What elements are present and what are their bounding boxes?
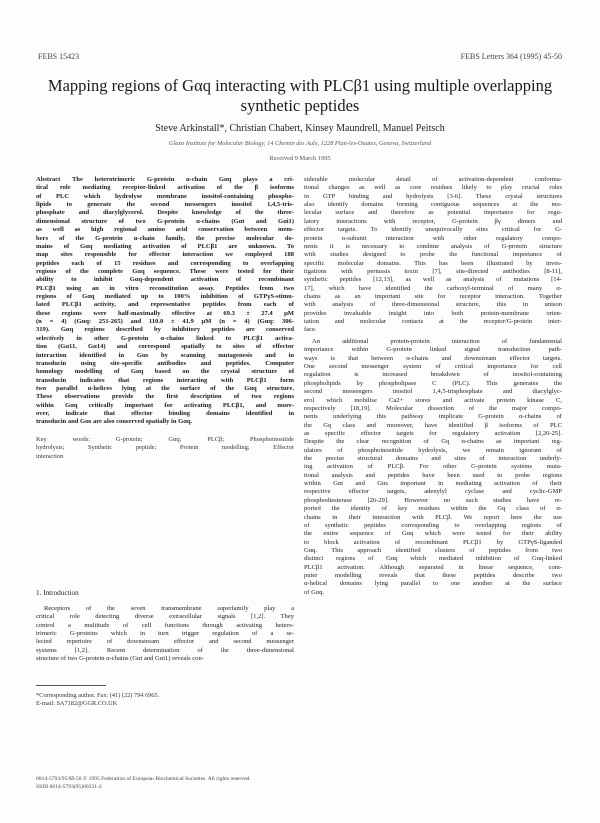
header-citation: FEBS Letters 364 (1995) 45-50 — [460, 52, 562, 61]
right-para1-line: 17], which have identified the carboxyl-terminal of many α- — [304, 284, 562, 292]
right-para2-line: the Gq class and moreover, have identified β isoforms of PLC — [304, 421, 562, 429]
affiliation: Glaxo Institute for Molecular Biology, 14 Chemin des Aulx, 1228 Plan-les-Ouates, Geneva, Switzerland — [168, 140, 432, 147]
copyright-block — [36, 776, 536, 792]
right-para2-line: as specific effector targets for regulatory activation [2,20-25]. — [304, 429, 562, 437]
header-code: FEBS 15423 — [38, 52, 80, 61]
abstract-lines-line: Abstract The heterotrimeric G-protein α-chain Gαq plays a cri- — [36, 176, 294, 183]
article-title: Mapping regions of Gαq interacting with PLCβ1 using multiple overlapping synthetic peptides — [47, 76, 553, 115]
right-para1-line: specific molecular domains. This has been illustrated by inves- — [304, 259, 562, 267]
keywords-lines-line: Key words: G-protein; Gαq; PLCβ; Phosphoinositide — [36, 436, 294, 443]
abstract-lines-line: tical role mediating receptor-linked activation of the β isoforms — [36, 184, 294, 192]
abstract-lines-line: 319). Gαq regions described by inhibitory peptides are conserved — [36, 326, 294, 334]
abstract-lines-line: bers of the G-protein α-chain family, the precise molecular do- — [36, 234, 294, 242]
abstract-lines-line: transducin using site-specific antibodies and peptides. Computer — [36, 359, 294, 367]
abstract-lines-line: lated PLCβ1 activity, and representative peptides from each of — [36, 301, 294, 309]
right-para2-line: ways is that between α-chains and downstream effector targets. — [304, 354, 562, 362]
right-para1-line: synthetic peptides [12,13], as well as analysis of mutations [14- — [304, 276, 562, 284]
abstract-lines-line: tion (Gα11, Gα14) and correspond spatially to sites of effector — [36, 343, 294, 351]
intro-lines-line: Receptors of the seven transmembrane superfamily play a — [44, 605, 294, 612]
right-para1-line: chains as an important site for receptor interaction. Together — [304, 293, 562, 301]
right-para2-line: puter modelling reveals that these peptides describe two — [304, 572, 562, 580]
abstract-lines-line: over, indicate that effector binding domains identified in — [36, 410, 294, 418]
intro-lines-line: lected repertoire of downstream effector and second messenger — [36, 638, 294, 646]
abstract-lines-line: (n = 4) (Gαq: 251-265) and 110.0 ± 41.9 μM (n = 4) (Gαq: 306- — [36, 318, 294, 326]
right-para2-line: ported the identity of key residues within the Gq class of α- — [304, 505, 562, 513]
right-para1-line: protein α-subunit interaction with other regulatory compo- — [304, 234, 562, 242]
right-para2-line: α-helical domains lying parallel to one another at the surface — [304, 580, 562, 588]
abstract-lines-line: peptides each of 15 residues and corresponding to overlapping — [36, 259, 294, 267]
right-para2-line: to block activation of recombinant PLCβ1 by GTPγS-liganded — [304, 538, 562, 546]
footnote-block — [36, 692, 294, 708]
right-para1-line: provides invaluable insight into both protein-membrane orien- — [304, 309, 562, 317]
right-para1-line: lecular surface and therefore as potential importance for regu- — [304, 209, 562, 217]
right-para2-line: the precise structural domains and sites of interaction underly- — [304, 455, 562, 463]
footnote-lines-line: *Corresponding author. Fax: (41) (22) 794 6965. — [36, 692, 160, 699]
right-para2-line: importance within G-protein linked signal transduction path- — [304, 346, 562, 354]
footnote-rule — [36, 685, 106, 686]
keywords-lines-line: hydrolysis; Synthetic peptide; Protein modelling; Effector — [36, 444, 294, 452]
right-para2-line: An additional protein-protein interaction of fundamental — [312, 338, 562, 345]
right-para2-line: erol which mobilise Ca2+ stores and activate protein kinase C, — [304, 396, 562, 404]
right-para1-line: tigations with pertussis toxin [7], site-directed antibodies [8-11], — [304, 267, 562, 275]
abstract-block — [36, 176, 294, 427]
abstract-lines-line: two parallel α-helices lying at the surface of the Gαq structure. — [36, 384, 294, 392]
right-para2-line: One second messenger system of critical importance for cell — [304, 363, 562, 371]
abstract-lines-line: of PLC which hydrolyse membrane inositol-containing phospho- — [36, 192, 294, 200]
abstract-lines-line: homology modelling of Gαq based on the crystal structure of — [36, 368, 294, 376]
abstract-lines-line: regions of Gαq mediated up to 100% inhibition of GTPγS-stimu- — [36, 293, 294, 301]
right-para1-line: tation and molecular contacts at the receptor/G-protein inter- — [304, 318, 562, 326]
abstract-lines-line: phosphate and diacylglycerol. Despite knowledge of the three- — [36, 209, 294, 217]
abstract-lines-line: map sites responsible for effector interaction we employed 188 — [36, 251, 294, 259]
keywords-lines-line: interaction — [36, 452, 64, 460]
abstract-lines-line: mains of Gαq mediating activation of PLCβ1 are unknown. To — [36, 242, 294, 250]
right-para1-line: effector targets. To identify unequivocally sites critical for G- — [304, 226, 562, 234]
right-para2-line: phosphodiesterase [26-29]. However no such studies have re- — [304, 496, 562, 504]
right-para2-line: PLCβ1 activation. Although separated in linear sequence, com- — [304, 563, 562, 571]
right-para1-line: with studies designed to probe the functional importance of — [304, 251, 562, 259]
footnote-lines-line: E-mail: SA7182@GGR.CO.UK — [36, 700, 118, 708]
abstract-lines-line: as well as high regional amino acid conservation between mem- — [36, 226, 294, 234]
right-para2-line: ulators of phosphoinositide hydrolysis, we remain ignorant of — [304, 446, 562, 454]
right-para1-line: nents it is necessary to combine analysis of G-protein structure — [304, 242, 562, 250]
intro-lines-line: structure of two G-protein α-chains (Gαt and Gαi1) reveals con- — [36, 655, 204, 663]
right-para2-line: Gαq. This approach identified clusters of peptides from two — [304, 546, 562, 554]
intro-lines-line: critical role detecting diverse extracellular signals [1,2]. They — [36, 613, 294, 621]
right-para1-line: siderable molecular detail of activation-dependent conforma- — [304, 176, 562, 183]
right-para2-line: of Gαq. — [304, 588, 325, 596]
abstract-lines-line: interaction identified in Gαs by scanning mutagenesis and in — [36, 351, 294, 359]
section-heading: 1. Introduction — [36, 589, 79, 597]
right-para2-line: second messengers inositol 1,4,5-trisphosphate and diacylglyc- — [304, 388, 562, 396]
right-para1-line: latory interactions with receptor, G-protein βγ dimers and — [304, 217, 562, 225]
abstract-lines-line: lipids to generate the second messengers inositol 1,4,5-tris- — [36, 201, 294, 209]
abstract-lines-line: PLCβ1 using an in vitro reconstitution assay. Peptides from two — [36, 284, 294, 292]
right-para2-line: phospholipids by phospholipase C (PLC). This generates the — [304, 379, 562, 387]
abstract-lines-line: transducin indicates that regions interacting with PLCβ1 form — [36, 376, 294, 384]
right-para2-line: Despite the clear recognition of Gq α-chains as important reg- — [304, 438, 562, 446]
right-para1-line: also identify domains forming contiguous sequences at the mo- — [304, 201, 562, 209]
right-para2-line: of synthetic peptides corresponding to overlapping regions of — [304, 521, 562, 529]
right-para2-line: tional analysis and peptides have been used to probe regions — [304, 471, 562, 479]
right-paragraph-2 — [304, 338, 562, 597]
right-para2-line: the entire sequence of Gαq which were tested for their ability — [304, 530, 562, 538]
right-para2-line: regulation is increased breakdown of inositol-containing — [304, 371, 562, 379]
keywords-block — [36, 436, 294, 461]
received-date: Received 9 March 1995 — [269, 155, 331, 162]
abstract-lines-line: ability to inhibit Gαq-dependent activation of recombinant — [36, 276, 294, 284]
abstract-lines-line: selectively in other G-protein α-chains linked to PLCβ1 activa- — [36, 334, 294, 342]
abstract-lines-line: transducin and Gαs are also conserved spatially in Gαq. — [36, 418, 193, 426]
abstract-lines-line: dimensional structure of two G-protein α-chains (Gαt and Gαi1) — [36, 217, 294, 225]
abstract-lines-line: regions of the complete Gαq sequence. These were tested for their — [36, 267, 294, 275]
right-para2-line: respectively [18,19]. Molecular dissection of the major compo- — [304, 404, 562, 412]
right-para1-line: tional changes as well as core residues likely to play crucial roles — [304, 184, 562, 192]
right-para2-line: chains in their interaction with PLCβ. We report here the use — [304, 513, 562, 521]
right-para2-line: respective effector targets, adenylyl cyclase and cyclic-GMP — [304, 488, 562, 496]
bottom-lines-line: 0014-5793/95/$9.50 © 1995 Federation of European Biochemical Societies. All rights reserved. — [36, 776, 251, 782]
right-para2-line: within Gαt and Gαs important in mediating activation of their — [304, 480, 562, 488]
intro-lines-line: systems [1,2]. Recent determination of the three-dimensional — [36, 646, 294, 654]
right-para1-line: face. — [304, 326, 317, 334]
right-para2-line: nents underlying this pathway implicate G-protein α-chains of — [304, 413, 562, 421]
intro-lines-line: trimeric G-proteins which in turn trigger regulation of a se- — [36, 630, 294, 638]
intro-paragraph — [36, 605, 294, 664]
abstract-lines-line: These observations provide the first description of two regions — [36, 393, 294, 401]
bottom-lines-line: SSDI 0014-5793(95)00331-2 — [36, 783, 102, 790]
author-list: Steve Arkinstall*, Christian Chabert, Kinsey Maundrell, Manuel Peitsch — [155, 123, 445, 134]
abstract-lines-line: within Gαq critically important for activating PLCβ1, and more- — [36, 401, 294, 409]
right-paragraph-1 — [304, 176, 562, 335]
abstract-lines-line: these regions were half-maximally effective at 69.3 ± 27.4 μM — [36, 309, 294, 317]
right-para2-line: ing activation of PLCβ. For other G-protein systems muta- — [304, 463, 562, 471]
right-para1-line: in GTP binding and hydrolysis [3-6]. These crystal structures — [304, 192, 562, 200]
intro-lines-line: control a multitude of cell functions through activating hetero- — [36, 621, 294, 629]
right-para2-line: distinct regions of Gαq which mediated inhibition of Gαq-linked — [304, 555, 562, 563]
right-para1-line: with analysis of three-dimensional structure, this in unison — [304, 301, 562, 309]
